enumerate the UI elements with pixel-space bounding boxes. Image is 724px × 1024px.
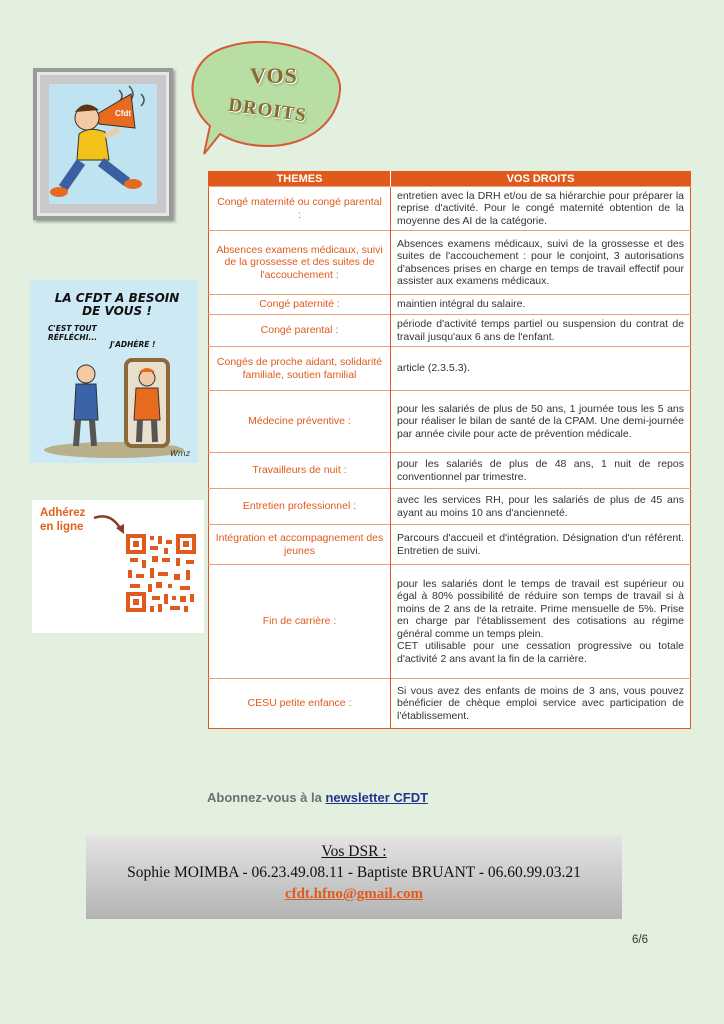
adhesion-label-line2: en ligne: [40, 521, 84, 533]
row-right: période d'activité temps partiel ou suspension du contrat de travail jusqu'aux 6 ans de l'enfant.: [391, 315, 691, 347]
header-vos-droits: VOS DROITS: [391, 172, 691, 187]
row-theme: Congé maternité ou congé parental :: [209, 187, 391, 231]
page-number: 6/6: [632, 934, 648, 946]
row-right: Absences examens médicaux, suivi de la grossesse et des suites de l'accouchement : pour le conjoint, 3 autorisations d'absences prises en charge en temps de travail effectif pour assister aux examens médicaux.: [391, 231, 691, 295]
qr-adhesion-box[interactable]: [32, 500, 204, 633]
dsr-heading-text: Vos DSR :: [321, 843, 387, 860]
cfdt-mirror-cartoon: [30, 280, 198, 463]
newsletter-line: [207, 790, 428, 805]
megaphone-cartoon: [49, 84, 157, 204]
row-right: entretien avec la DRH et/ou de sa hiérarchie pour préparer la reprise d'activité. Pour le congé maternité obtention de la moyenne des AI de la catégorie.: [391, 187, 691, 231]
table-row: [209, 231, 691, 295]
row-theme: Travailleurs de nuit :: [209, 453, 391, 489]
table-row: [209, 453, 691, 489]
rights-table: [208, 171, 691, 729]
row-right: maintien intégral du salaire.: [391, 295, 691, 315]
bubble-line-2: DROITS: [226, 94, 309, 127]
row-right-part1: pour les salariés dont le temps de travail est supérieur ou égal à 80% possibilité de réduire son temps de travail si à moins de 2 ans de la retraite. Prime mensuelle de 5%. Prise en charge par l'établissement des cotisations au régime général comme un temps plein.: [397, 578, 684, 640]
row-theme: CESU petite enfance :: [209, 679, 391, 729]
cartoon-title: LA CFDT A BESOIN DE VOUS !: [54, 291, 180, 318]
row-theme: Congés de proche aidant, solidarité familiale, soutien familial: [209, 347, 391, 391]
vos-droits-bubble: [190, 38, 345, 148]
cartoon-speech-right: J'ADHÈRE !: [110, 340, 156, 349]
table-row: [209, 315, 691, 347]
row-right: avec les services RH, pour les salariés de plus de 45 ans ayant au moins 10 ans d'ancienneté.: [391, 489, 691, 525]
row-right: Parcours d'accueil et d'intégration. Désignation d'un référent. Entretien de suivi.: [391, 525, 691, 565]
dsr-heading: [86, 843, 622, 861]
table-row: [209, 187, 691, 231]
table-row: [209, 679, 691, 729]
table-row: [209, 489, 691, 525]
megaphone-label: Cfdt: [115, 109, 131, 118]
qr-code-icon[interactable]: [126, 534, 196, 612]
row-theme: Intégration et accompagnement des jeunes: [209, 525, 391, 565]
mirror-people-illustration: [30, 280, 198, 463]
megaphone-cartoon-frame: [33, 68, 173, 220]
dsr-email-link[interactable]: cfdt.hfno@gmail.com: [284, 886, 424, 902]
row-right-part2: CET utilisable pour une cessation progressive ou totale d'activité 2 ans avant la fin de la carrière.: [397, 640, 684, 665]
speech-bubble-icon: [190, 38, 345, 158]
row-theme: Médecine préventive :: [209, 391, 391, 453]
row-theme: Entretien professionnel :: [209, 489, 391, 525]
dsr-names: Sophie MOIMBA - 06.23.49.08.11 - Baptiste BRUANT - 06.60.99.03.21: [127, 864, 581, 881]
newsletter-prefix: Abonnez-vous à la: [207, 790, 326, 805]
dsr-contact-box: [86, 835, 622, 919]
cartoon-speech-left: C'EST TOUT RÉFLÉCHI...: [48, 324, 98, 342]
table-row: [209, 347, 691, 391]
row-right: Si vous avez des enfants de moins de 3 ans, vous pouvez bénéficier de chèque emploi service avec participation de l'établissement.: [391, 679, 691, 729]
bubble-line-1: VOS: [250, 63, 298, 88]
table-row: [209, 525, 691, 565]
header-themes: THEMES: [209, 172, 391, 187]
megaphone-man-illustration: [49, 84, 157, 204]
row-right: pour les salariés de plus de 50 ans, 1 journée tous les 5 ans pour réaliser le bilan de santé de la CPAM. Une demi-journée par année civile pour acte de prévention médicale.: [391, 391, 691, 453]
newsletter-link[interactable]: newsletter CFDT: [325, 790, 429, 805]
curved-arrow-icon: [92, 512, 128, 538]
table-row: [209, 565, 691, 679]
row-theme: Congé parental :: [209, 315, 391, 347]
row-theme: Fin de carrière :: [209, 565, 391, 679]
cartoon-signature: Wmz: [170, 449, 190, 458]
table-header-row: [209, 172, 691, 187]
table-row: [209, 295, 691, 315]
row-theme: Absences examens médicaux, suivi de la grossesse et des suites de l'accouchement :: [209, 231, 391, 295]
row-right: pour les salariés de plus de 48 ans, 1 nuit de repos conventionnel par trimestre.: [391, 453, 691, 489]
row-right: article (2.3.5.3).: [391, 347, 691, 391]
row-theme: Congé paternité :: [209, 295, 391, 315]
adhesion-label: [40, 506, 85, 534]
adhesion-label-line1: Adhérez: [40, 507, 86, 519]
table-row: [209, 391, 691, 453]
row-right: [391, 565, 691, 679]
